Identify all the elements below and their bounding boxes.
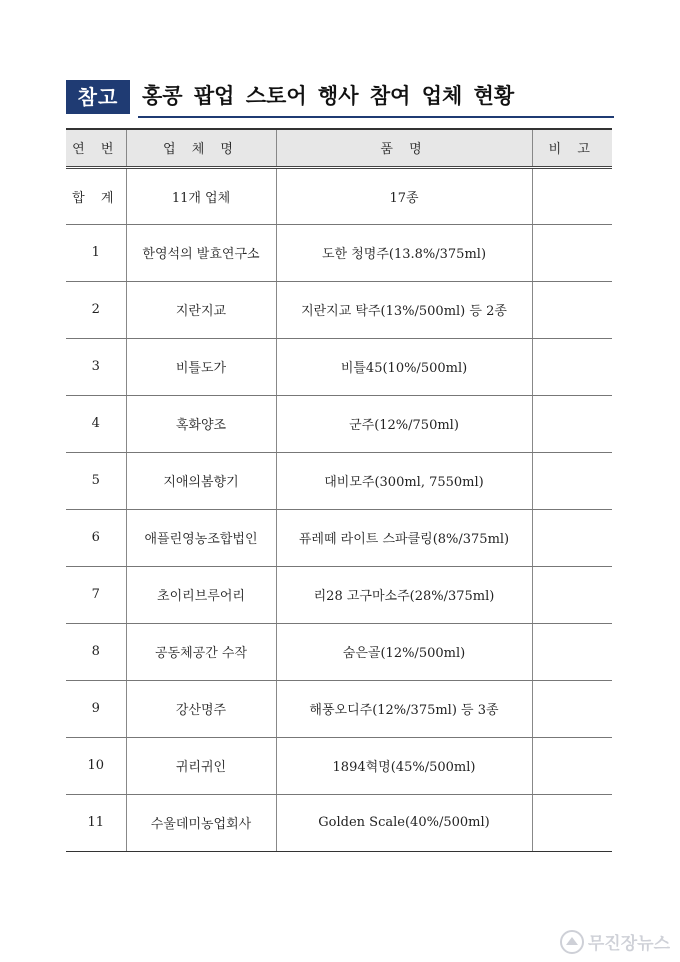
total-row xyxy=(66,167,612,224)
company-name: 혹화양조 xyxy=(126,395,276,452)
total-product-count: 17종 xyxy=(276,167,532,224)
document-title xyxy=(66,78,614,118)
row-note xyxy=(532,338,612,395)
company-name: 귀리귀인 xyxy=(126,737,276,794)
reference-badge: 참고 xyxy=(66,80,130,114)
row-number: 3 xyxy=(66,338,126,395)
table-row xyxy=(66,509,612,566)
header-number: 연 번 xyxy=(66,129,126,167)
company-name: 지애의봄향기 xyxy=(126,452,276,509)
table-row xyxy=(66,281,612,338)
row-number: 8 xyxy=(66,623,126,680)
company-name: 비틀도가 xyxy=(126,338,276,395)
company-name: 공동체공간 수작 xyxy=(126,623,276,680)
product-name: 리28 고구마소주(28%/375ml) xyxy=(276,566,532,623)
header-company: 업 체 명 xyxy=(126,129,276,167)
company-name: 수울데미농업회사 xyxy=(126,794,276,851)
product-name: 대비모주(300ml, 7550ml) xyxy=(276,452,532,509)
watermark-text: 무진장뉴스 xyxy=(587,934,670,954)
row-number: 4 xyxy=(66,395,126,452)
product-name: 숨은골(12%/500ml) xyxy=(276,623,532,680)
row-note xyxy=(532,224,612,281)
row-number: 11 xyxy=(66,794,126,851)
company-name: 애플린영농조합법인 xyxy=(126,509,276,566)
table-row xyxy=(66,680,612,737)
product-name: 1894혁명(45%/500ml) xyxy=(276,737,532,794)
product-name: 도한 청명주(13.8%/375ml) xyxy=(276,224,532,281)
product-name: 지란지교 탁주(13%/500ml) 등 2종 xyxy=(276,281,532,338)
row-note xyxy=(532,509,612,566)
row-note xyxy=(532,281,612,338)
header-note: 비 고 xyxy=(532,129,612,167)
company-table xyxy=(66,128,612,852)
total-company-count: 11개 업체 xyxy=(126,167,276,224)
row-number: 7 xyxy=(66,566,126,623)
product-name: 군주(12%/750ml) xyxy=(276,395,532,452)
row-number: 1 xyxy=(66,224,126,281)
product-name: 퓨레떼 라이트 스파클링(8%/375ml) xyxy=(276,509,532,566)
table-row xyxy=(66,566,612,623)
product-name: Golden Scale(40%/500ml) xyxy=(276,794,532,851)
product-name: 해풍오디주(12%/375ml) 등 3종 xyxy=(276,680,532,737)
row-note xyxy=(532,566,612,623)
row-number: 2 xyxy=(66,281,126,338)
row-note xyxy=(532,737,612,794)
header-product: 품 명 xyxy=(276,129,532,167)
table-row xyxy=(66,737,612,794)
total-note xyxy=(532,167,612,224)
table-row xyxy=(66,452,612,509)
company-name: 강산명주 xyxy=(126,680,276,737)
row-note xyxy=(532,623,612,680)
row-note xyxy=(532,452,612,509)
table-row xyxy=(66,224,612,281)
page-title: 홍콩 팝업 스토어 행사 참여 업체 현황 xyxy=(142,84,515,108)
row-number: 9 xyxy=(66,680,126,737)
watermark-logo-icon xyxy=(560,930,584,954)
row-number: 6 xyxy=(66,509,126,566)
total-label: 합 계 xyxy=(66,167,126,224)
row-note xyxy=(532,680,612,737)
table-row xyxy=(66,623,612,680)
table-row xyxy=(66,395,612,452)
product-name: 비틀45(10%/500ml) xyxy=(276,338,532,395)
watermark xyxy=(560,929,670,954)
company-name: 지란지교 xyxy=(126,281,276,338)
company-name: 초이리브루어리 xyxy=(126,566,276,623)
title-underline xyxy=(138,116,614,118)
row-number: 5 xyxy=(66,452,126,509)
row-number: 10 xyxy=(66,737,126,794)
company-name: 한영석의 발효연구소 xyxy=(126,224,276,281)
table-header-row xyxy=(66,129,612,167)
table-row xyxy=(66,338,612,395)
row-note xyxy=(532,794,612,851)
table-row xyxy=(66,794,612,851)
row-note xyxy=(532,395,612,452)
